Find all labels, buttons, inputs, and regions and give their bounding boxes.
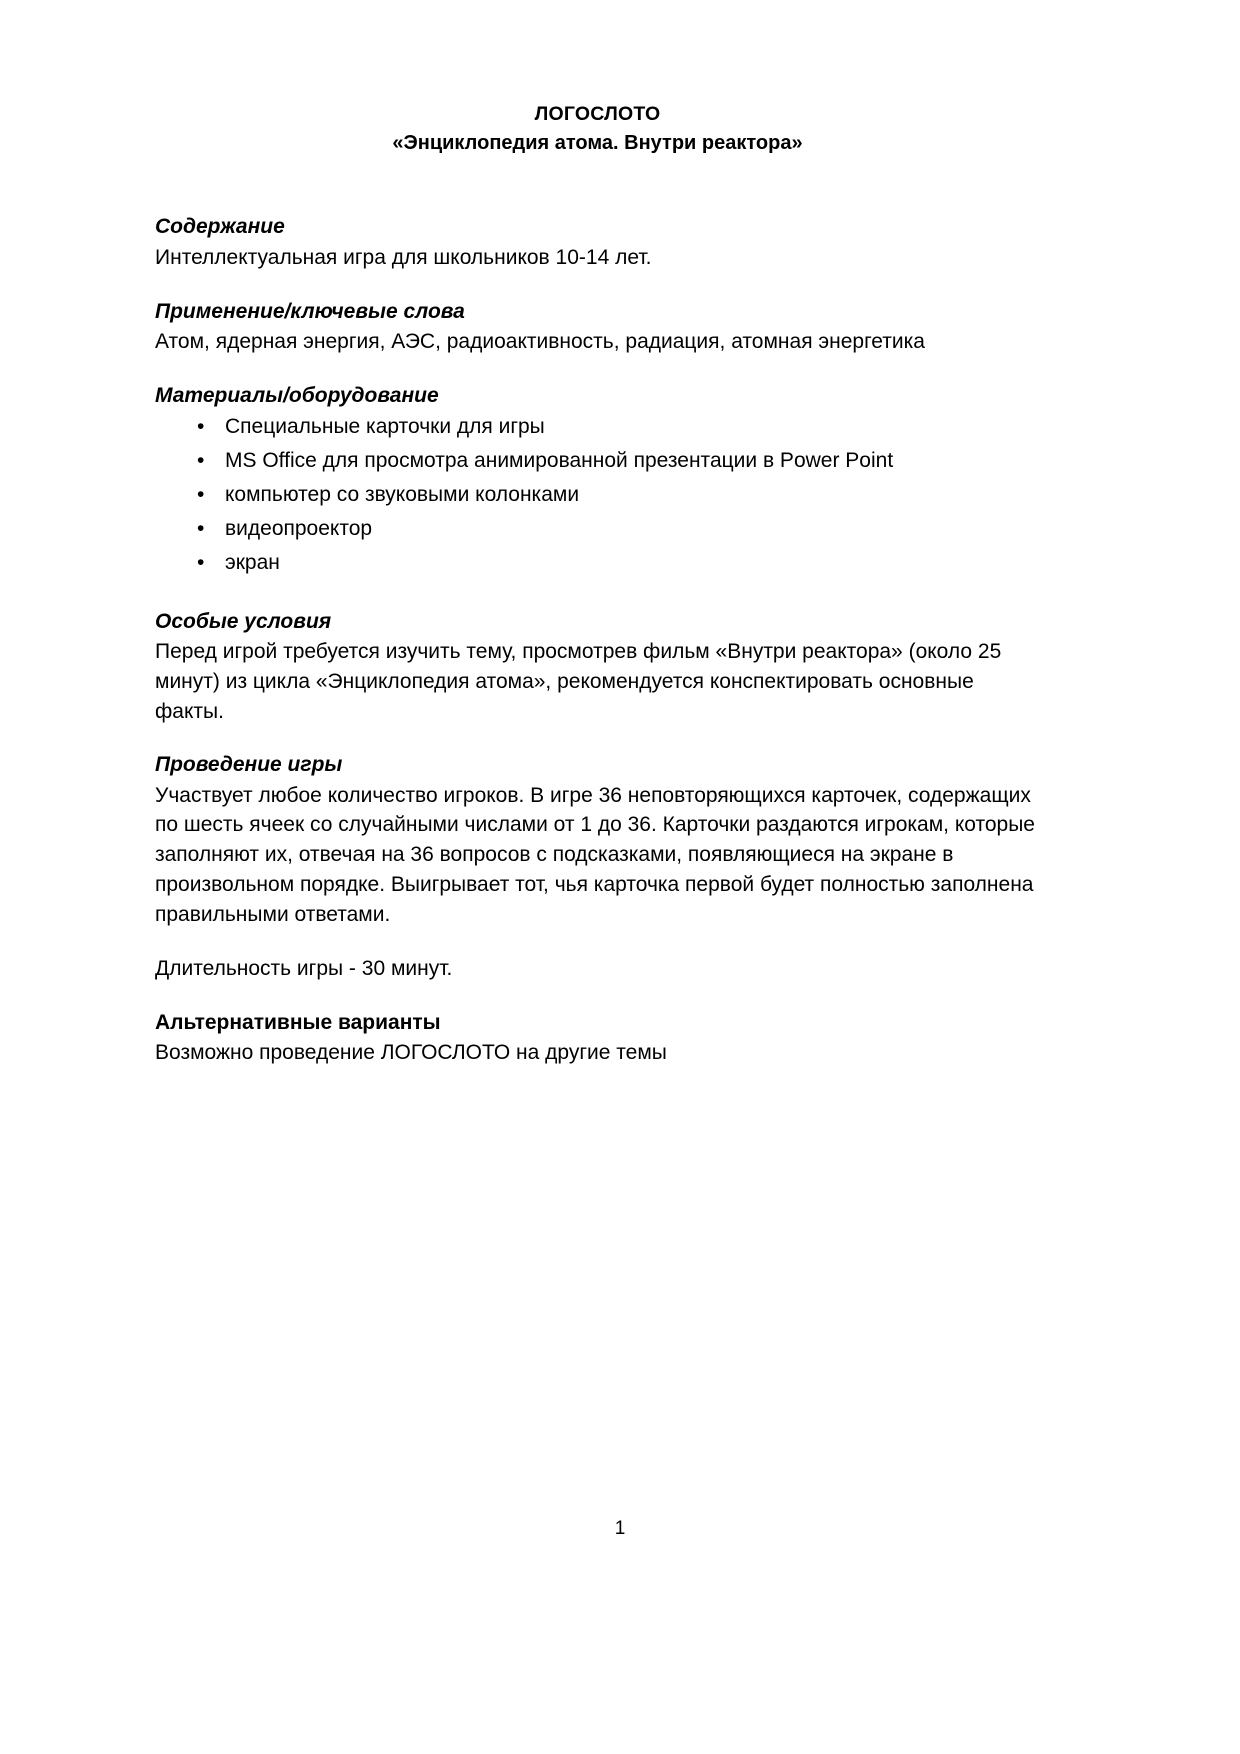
list-item bbox=[155, 515, 1040, 544]
document-subtitle: «Энциклопедия атома. Внутри реактора» bbox=[392, 132, 803, 155]
section-alternativy bbox=[155, 1010, 1040, 1068]
spacer bbox=[155, 726, 1040, 752]
bullet-icon: • bbox=[197, 448, 205, 472]
bullet-icon: • bbox=[197, 414, 205, 438]
section-heading-provedenie: Проведение игры bbox=[155, 753, 343, 777]
bullet-icon: • bbox=[197, 482, 205, 506]
spacer bbox=[155, 273, 1040, 299]
section-text-usloviya: Перед игрой требуется изучить тему, просмотрев фильм «Внутри реактора» (около 25 минут) из цикла «Энциклопедия атома», рекомендуется конспектировать основные факты. bbox=[155, 639, 1002, 723]
section-primenenie bbox=[155, 299, 1040, 357]
spacer bbox=[155, 583, 1040, 609]
section-text-duration: Длительность игры - 30 минут. bbox=[155, 956, 453, 980]
section-heading-materialy: Материалы/оборудование bbox=[155, 383, 439, 407]
section-text-alternativy: Возможно проведение ЛОГОСЛОТО на другие темы bbox=[155, 1040, 667, 1064]
list-item bbox=[155, 447, 1040, 476]
section-heading-primenenie: Применение/ключевые слова bbox=[155, 299, 465, 323]
section-usloviya bbox=[155, 609, 1040, 727]
list-item-label: MS Office для просмотра анимированной презентации в Power Point bbox=[225, 448, 894, 472]
section-materialy bbox=[155, 383, 1040, 578]
document-body bbox=[155, 104, 1040, 1068]
section-heading-alternativy: Альтернативные варианты bbox=[155, 1010, 441, 1034]
spacer bbox=[155, 984, 1040, 1010]
section-soderzhanie bbox=[155, 214, 1040, 272]
section-text-soderzhanie: Интеллектуальная игра для школьников 10-14 лет. bbox=[155, 245, 652, 269]
spacer bbox=[155, 930, 1040, 952]
list-item-label: видеопроектор bbox=[225, 516, 373, 540]
list-item-label: Специальные карточки для игры bbox=[225, 414, 545, 438]
document-title: ЛОГОСЛОТО bbox=[534, 103, 661, 125]
list-item-label: экран bbox=[225, 550, 280, 574]
bullet-icon: • bbox=[197, 516, 205, 540]
list-item-label: компьютер со звуковыми колонками bbox=[225, 482, 580, 506]
spacer bbox=[155, 154, 1040, 214]
list-item bbox=[155, 549, 1040, 578]
section-text-primenenie: Атом, ядерная энергия, АЭС, радиоактивность, радиация, атомная энергетика bbox=[155, 329, 925, 353]
section-provedenie bbox=[155, 752, 1040, 983]
bullet-icon: • bbox=[197, 550, 205, 574]
section-heading-usloviya: Особые условия bbox=[155, 609, 332, 633]
materials-list bbox=[155, 413, 1040, 578]
section-text-provedenie: Участвует любое количество игроков. В игре 36 неповторяющихся карточек, содержащих по шесть ячеек со случайными числами от 1 до 36. Карточки раздаются игрокам, которые заполняют их, отвечая на 36 вопросов с подсказками, появляющиеся на экране в произвольном порядке. Выигрывает тот, чья карточка первой будет полностью заполнена правильными ответами. bbox=[155, 783, 1035, 926]
list-item bbox=[155, 481, 1040, 510]
spacer bbox=[155, 357, 1040, 383]
page-number: 1 bbox=[614, 1518, 626, 1539]
list-item bbox=[155, 413, 1040, 442]
section-heading-soderzhanie: Содержание bbox=[155, 215, 285, 239]
